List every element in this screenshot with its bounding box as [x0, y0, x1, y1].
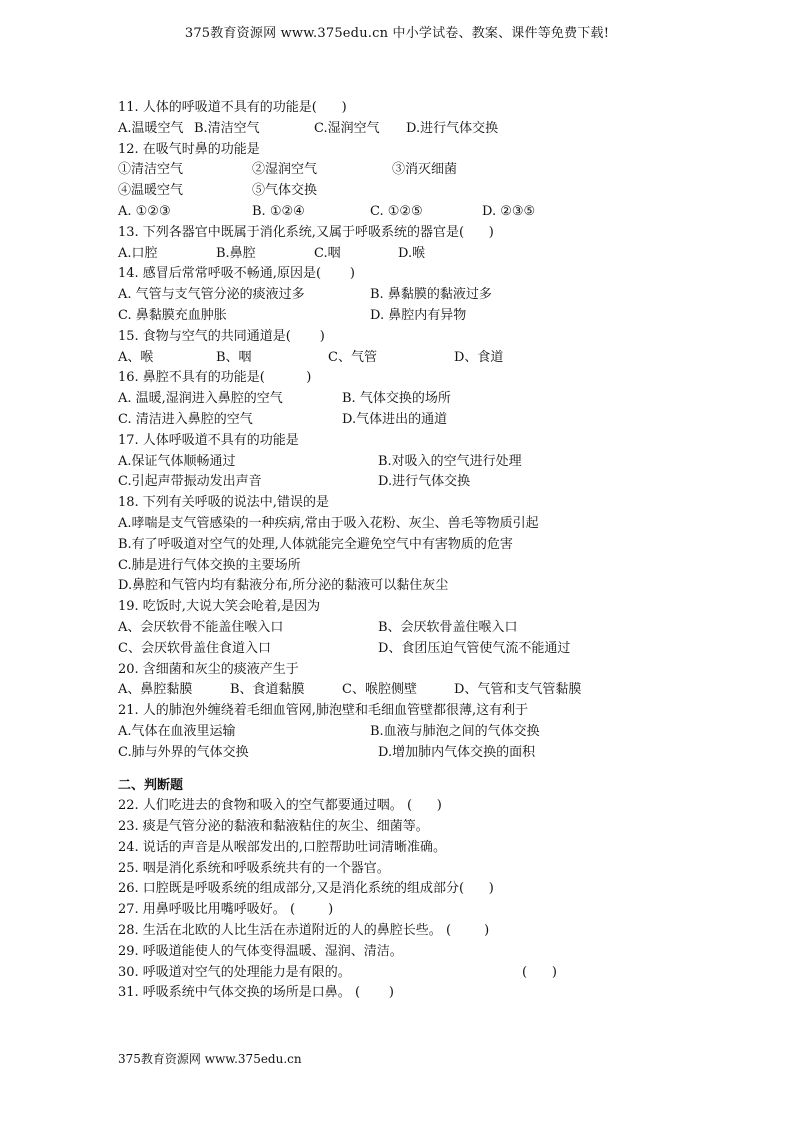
item-4: ④温暖空气 — [118, 183, 184, 199]
option-c: C、会厌软骨盖住食道入口 — [118, 640, 271, 656]
option-a: A.哮喘是支气管感染的一种疾病,常由于吸入花粉、灰尘、兽毛等物质引起 — [118, 515, 539, 531]
option-d: D. ②③⑤ — [482, 203, 536, 219]
question-15: 15. 食物与空气的共同通道是( ) — [118, 328, 325, 344]
question-18: 18. 下列有关呼吸的说法中,错误的是 — [118, 495, 329, 511]
question-content — [118, 98, 718, 1004]
option-c: C、气管 — [328, 349, 377, 365]
option-a: A、鼻腔黏膜 — [118, 682, 193, 698]
option-a: A.口腔 — [118, 245, 158, 261]
item-2: ②湿润空气 — [252, 162, 318, 178]
page-footer: 375教育资源网 www.375edu.cn — [118, 1052, 302, 1066]
item-3: ③消灭细菌 — [392, 162, 458, 178]
option-d: D、气管和支气管黏膜 — [454, 682, 582, 698]
option-a: A. ①②③ — [118, 203, 171, 219]
item-1: ①清洁空气 — [118, 162, 184, 178]
question-15-options — [118, 348, 718, 369]
judgment-26: 26. 口腔既是呼吸系统的组成部分,又是消化系统的组成部分( ) — [118, 881, 494, 897]
question-14-options-row1 — [118, 285, 718, 306]
option-b: B.鼻腔 — [216, 245, 256, 261]
question-12-items-row2 — [118, 181, 718, 202]
option-c: C. ①②⑤ — [370, 203, 423, 219]
question-11: 11. 人体的呼吸道不具有的功能是( ) — [118, 100, 347, 115]
option-a: A.温暖空气 — [118, 120, 184, 136]
option-c: C、喉腔侧壁 — [342, 682, 417, 698]
question-17-options-row1 — [118, 452, 718, 473]
option-c: C. 鼻黏膜充血肿胀 — [118, 307, 227, 323]
option-b: B、食道黏膜 — [230, 682, 305, 698]
question-17: 17. 人体呼吸道不具有的功能是 — [118, 432, 299, 448]
option-d: D.喉 — [398, 245, 426, 261]
item-5: ⑤气体交换 — [252, 183, 318, 199]
option-b: B.有了呼吸道对空气的处理,人体就能完全避免空气中有害物质的危害 — [118, 536, 513, 552]
option-c: C.肺是进行气体交换的主要场所 — [118, 557, 301, 573]
option-a: A.保证气体顺畅通过 — [118, 453, 236, 469]
option-d: D、食道 — [454, 349, 504, 365]
option-a: A.气体在血液里运输 — [118, 723, 236, 739]
option-c: C.咽 — [314, 245, 341, 261]
option-c: C.肺与外界的气体交换 — [118, 744, 249, 760]
question-16-options-row1 — [118, 389, 718, 410]
option-b: B.血液与肺泡之间的气体交换 — [370, 723, 540, 739]
question-17-options-row2 — [118, 472, 718, 493]
judgment-30 — [118, 963, 718, 984]
question-16-options-row2 — [118, 410, 718, 431]
option-d: D.鼻腔和气管内均有黏液分布,所分泌的黏液可以黏住灰尘 — [118, 578, 449, 594]
question-19-options-row1 — [118, 618, 718, 639]
question-21-options-row2 — [118, 743, 718, 764]
judgment-23: 23. 痰是气管分泌的黏液和黏液粘住的灰尘、细菌等。 — [118, 819, 429, 835]
option-a: A. 气管与支气管分泌的痰液过多 — [118, 287, 305, 303]
judgment-28: 28. 生活在北欧的人比生活在赤道附近的人的鼻腔长些。 ( ) — [118, 923, 490, 939]
option-d: D、食团压迫气管使气流不能通过 — [378, 640, 571, 656]
question-13: 13. 下列各器官中既属于消化系统,又属于呼吸系统的器官是( ) — [118, 224, 494, 240]
option-c: C.引起声带振动发出声音 — [118, 474, 262, 490]
question-19-options-row2 — [118, 639, 718, 660]
option-c: C.湿润空气 — [314, 120, 380, 136]
question-12-options — [118, 202, 718, 223]
option-b: B.清洁空气 — [194, 120, 260, 136]
question-20-options — [118, 680, 718, 701]
question-21-options-row1 — [118, 722, 718, 743]
option-c: C. 清洁进入鼻腔的空气 — [118, 411, 253, 427]
question-12: 12. 在吸气时鼻的功能是 — [118, 141, 260, 157]
judgment-30-paren: ( ) — [522, 964, 557, 980]
option-b: B、咽 — [216, 349, 252, 365]
option-b: B、会厌软骨盖住喉入口 — [378, 619, 518, 635]
page-header: 375教育资源网 www.375edu.cn 中小学试卷、教案、课件等免费下载! — [184, 26, 610, 41]
judgment-29: 29. 呼吸道能使人的气体变得温暖、湿润、清洁。 — [118, 943, 403, 959]
option-b: B.对吸入的空气进行处理 — [378, 453, 522, 469]
option-a: A、喉 — [118, 349, 154, 365]
question-14-options-row2 — [118, 306, 718, 327]
judgment-25: 25. 咽是消化系统和呼吸系统共有的一个器官。 — [118, 860, 390, 876]
option-b: B. 鼻黏膜的黏液过多 — [370, 287, 492, 303]
option-d: D.进行气体交换 — [406, 120, 499, 136]
question-12-items-row1 — [118, 160, 718, 181]
option-b: B. ①②④ — [252, 203, 305, 219]
question-13-options — [118, 244, 718, 265]
judgment-24: 24. 说话的声音是从喉部发出的,口腔帮助吐词清晰准确。 — [118, 839, 446, 855]
question-21: 21. 人的肺泡外缠绕着毛细血管网,肺泡壁和毛细血管壁都很薄,这有利于 — [118, 703, 529, 719]
question-16: 16. 鼻腔不具有的功能是( ) — [118, 370, 312, 386]
section-title-judgment: 二、判断题 — [118, 777, 184, 793]
judgment-30-text: 30. 呼吸道对空气的处理能力是有限的。 — [118, 964, 351, 980]
judgment-27: 27. 用鼻呼吸比用嘴呼吸好。 ( ) — [118, 902, 334, 918]
question-11-options — [118, 119, 718, 140]
option-b: B. 气体交换的场所 — [342, 391, 451, 407]
option-d: D.气体进出的通道 — [342, 411, 448, 427]
question-19: 19. 吃饭时,大说大笑会呛着,是因为 — [118, 599, 321, 615]
judgment-22: 22. 人们吃进去的食物和吸入的空气都要通过咽。 ( ) — [118, 798, 442, 814]
question-20: 20. 含细菌和灰尘的痰液产生于 — [118, 661, 299, 677]
option-d: D. 鼻腔内有异物 — [370, 307, 467, 323]
judgment-31: 31. 呼吸系统中气体交换的场所是口鼻。 ( ) — [118, 985, 395, 1001]
option-d: D.进行气体交换 — [378, 474, 471, 490]
option-d: D.增加肺内气体交换的面积 — [378, 744, 536, 760]
question-14: 14. 感冒后常常呼吸不畅通,原因是( ) — [118, 266, 356, 282]
option-a: A. 温暖,湿润进入鼻腔的空气 — [118, 391, 283, 407]
option-a: A、会厌软骨不能盖住喉入口 — [118, 619, 284, 635]
